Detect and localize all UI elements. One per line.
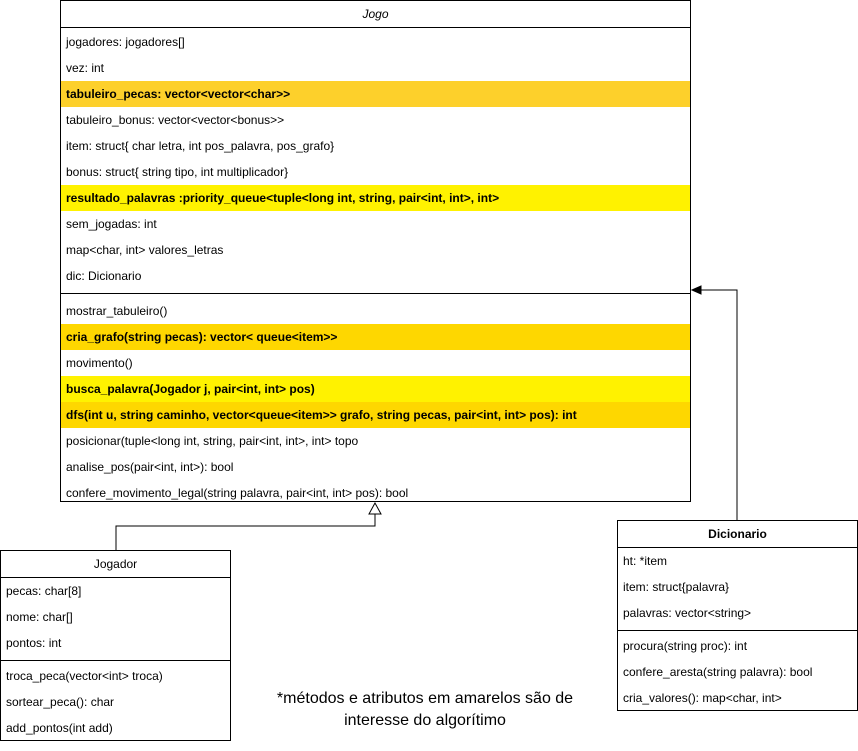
dicionario-method-procura[interactable]: procura(string proc): int: [623, 639, 748, 653]
dicionario-attr-item[interactable]: item: struct{palavra}: [623, 580, 730, 594]
legend-note-line-2: interesse do algorítimo: [344, 712, 506, 729]
jogo-attr-jogadores[interactable]: jogadores: jogadores[]: [66, 35, 185, 49]
class-jogador-title: Jogador: [1, 551, 230, 578]
legend-note: [250, 688, 600, 732]
jogador-attr-pecas[interactable]: pecas: char[8]: [6, 584, 82, 598]
jogador-method-add-pontos[interactable]: add_pontos(int add): [6, 721, 113, 735]
inheritance-arrowhead-icon: [369, 503, 381, 514]
dicionario-attr-palavras[interactable]: palavras: vector<string>: [623, 606, 752, 620]
jogo-attr-dic[interactable]: dic: Dicionario: [66, 269, 142, 283]
dicionario-attr-ht[interactable]: ht: *item: [623, 554, 668, 568]
jogo-method-confere-movimento-legal[interactable]: confere_movimento_legal(string palavra, pair<int, int> pos): bool: [66, 486, 409, 500]
jogo-method-analise-pos[interactable]: analise_pos(pair<int, int>): bool: [66, 460, 234, 474]
dicionario-method-cria-valores[interactable]: cria_valores(): map<char, int>: [623, 691, 782, 705]
jogo-attr-tabuleiro-bonus[interactable]: tabuleiro_bonus: vector<vector<bonus>>: [66, 113, 285, 127]
jogador-attr-pontos[interactable]: pontos: int: [6, 636, 62, 650]
class-dicionario-title: Dicionario: [618, 521, 857, 548]
jogador-attr-nome[interactable]: nome: char[]: [6, 610, 73, 624]
jogador-method-sortear-peca[interactable]: sortear_peca(): char: [6, 695, 115, 709]
association-connector[interactable]: [692, 286, 737, 520]
jogo-attr-tabuleiro-pecas[interactable]: tabuleiro_pecas: vector<vector<char>>: [61, 81, 690, 107]
jogo-attr-valores-letras[interactable]: map<char, int> valores_letras: [66, 243, 224, 257]
jogo-attr-item[interactable]: item: struct{ char letra, int pos_palavra, pos_grafo}: [66, 139, 335, 153]
association-arrowhead-icon: [692, 286, 701, 294]
inheritance-connector[interactable]: [116, 503, 381, 550]
jogo-method-busca-palavra[interactable]: busca_palavra(Jogador j, pair<int, int> pos): [61, 376, 690, 402]
dicionario-method-confere-aresta[interactable]: confere_aresta(string palavra): bool: [623, 665, 813, 679]
jogo-method-cria-grafo[interactable]: cria_grafo(string pecas): vector< queue<item>>: [61, 324, 690, 350]
class-jogo-title: Jogo: [61, 1, 690, 28]
jogo-method-posicionar[interactable]: posicionar(tuple<long int, string, pair<int, int>, int> topo: [66, 434, 359, 448]
jogador-method-troca-peca[interactable]: troca_peca(vector<int> troca): [6, 669, 163, 683]
jogo-attr-vez[interactable]: vez: int: [66, 61, 105, 75]
jogo-attr-sem-jogadas[interactable]: sem_jogadas: int: [66, 217, 157, 231]
jogo-attr-resultado-palavras[interactable]: resultado_palavras :priority_queue<tuple<long int, string, pair<int, int>, int>: [61, 185, 690, 211]
jogo-method-mostrar-tabuleiro[interactable]: mostrar_tabuleiro(): [66, 304, 168, 318]
legend-note-line-1: *métodos e atributos em amarelos são de: [276, 690, 574, 707]
jogo-method-dfs[interactable]: dfs(int u, string caminho, vector<queue<item>> grafo, string pecas, pair<int, int> pos): int: [61, 402, 690, 428]
jogo-attr-bonus[interactable]: bonus: struct{ string tipo, int multiplicador}: [66, 165, 289, 179]
jogo-method-movimento[interactable]: movimento(): [66, 356, 133, 370]
